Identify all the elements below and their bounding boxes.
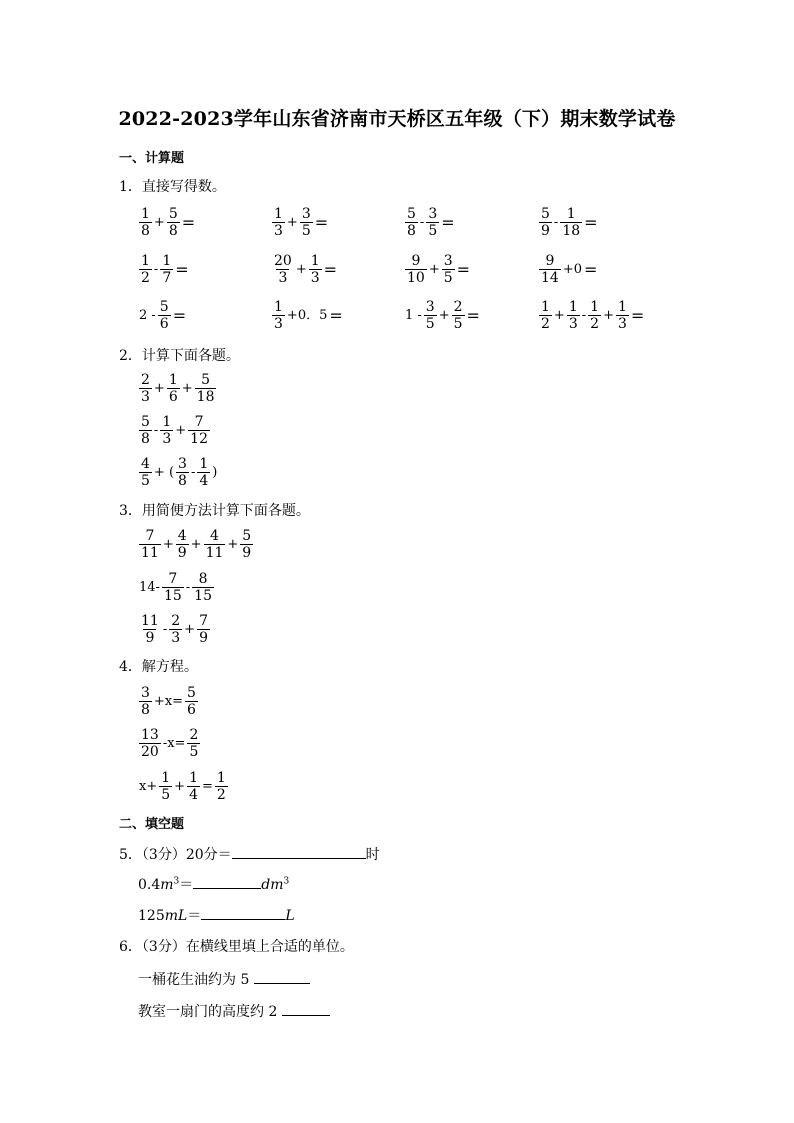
equals-sign: = xyxy=(329,305,343,325)
denominator: 3 xyxy=(617,316,627,332)
numerator: 4 xyxy=(141,456,150,472)
fraction xyxy=(139,372,152,405)
denominator: 15 xyxy=(163,588,182,604)
q2-item xyxy=(138,372,217,405)
denominator: 20 xyxy=(141,744,159,760)
denominator: 8 xyxy=(141,702,150,718)
numerator: 3 xyxy=(141,685,150,701)
operator: 14- xyxy=(139,579,160,595)
fraction xyxy=(160,414,173,447)
q4-prompt: 4．解方程。 xyxy=(119,659,198,675)
q4-item xyxy=(138,770,229,803)
q5-unit: L xyxy=(285,908,295,924)
numerator: 7 xyxy=(194,414,204,430)
operator: ) xyxy=(212,464,218,480)
numerator: 3 xyxy=(428,206,438,222)
q1-expr xyxy=(271,253,337,286)
q1-prompt: 1．直接写得数。 xyxy=(119,179,226,195)
denominator: 5 xyxy=(189,744,199,760)
operator: - xyxy=(185,579,191,595)
fraction xyxy=(424,299,437,332)
fraction xyxy=(539,253,561,286)
denominator: 9 xyxy=(199,630,208,646)
q1-expr xyxy=(538,206,598,239)
fraction xyxy=(185,685,198,718)
q4-item xyxy=(138,727,201,760)
denominator: 9 xyxy=(541,223,550,239)
fraction xyxy=(139,613,161,646)
q3-item xyxy=(138,613,211,646)
numerator: 5 xyxy=(159,299,169,315)
numerator: 1 xyxy=(162,253,172,269)
operator: 2 - xyxy=(139,307,156,323)
fraction xyxy=(426,206,439,239)
q2-item xyxy=(138,414,211,447)
fraction xyxy=(272,253,294,286)
denominator: 5 xyxy=(425,316,435,332)
operator: + xyxy=(603,307,614,323)
numerator: 7 xyxy=(168,571,178,587)
operator: - xyxy=(153,422,159,438)
fraction xyxy=(309,253,322,286)
operator: = xyxy=(201,778,213,794)
fraction xyxy=(160,253,173,286)
equals-sign: = xyxy=(181,212,196,232)
denominator: 4 xyxy=(199,473,209,489)
equals-sign: = xyxy=(441,212,455,232)
denominator: 8 xyxy=(168,223,178,239)
numerator: 5 xyxy=(168,206,178,222)
denominator: 3 xyxy=(274,316,283,332)
q5-line-3 xyxy=(138,905,295,925)
operator: + xyxy=(428,261,440,277)
denominator: 3 xyxy=(141,389,150,405)
operator: +0 xyxy=(562,261,582,277)
operator: + xyxy=(181,380,193,396)
q5-answer-blank-1[interactable] xyxy=(232,844,366,859)
numerator: 1 xyxy=(168,372,178,388)
q6-line-2-text: 教室一扇门的高度约 2 xyxy=(138,1004,278,1020)
numerator: 5 xyxy=(407,206,416,222)
fraction xyxy=(539,299,552,332)
operator: + xyxy=(153,214,165,230)
equals-sign: = xyxy=(584,259,598,279)
q5-unit-exp: 3 xyxy=(173,876,180,887)
numerator: 5 xyxy=(242,528,252,544)
section-1-heading: 一、计算题 xyxy=(119,151,185,166)
q1-expr xyxy=(138,253,189,286)
q5-prompt-pre: 5．（3分）20分＝ xyxy=(119,847,232,863)
denominator: 5 xyxy=(428,223,438,239)
q5-answer-blank-3[interactable] xyxy=(201,905,285,920)
denominator: 8 xyxy=(141,431,150,447)
denominator: 3 xyxy=(278,270,288,286)
operator: - xyxy=(153,261,159,277)
denominator: 9 xyxy=(177,545,187,561)
fraction xyxy=(197,613,210,646)
fraction xyxy=(192,571,214,604)
numerator: 7 xyxy=(199,613,208,629)
numerator: 1 xyxy=(161,770,171,786)
fraction xyxy=(560,206,582,239)
denominator: 15 xyxy=(194,588,212,604)
q2-prompt: 2．计算下面各题。 xyxy=(119,348,240,364)
numerator: 1 xyxy=(566,206,576,222)
operator: -x= xyxy=(162,735,186,751)
numerator: 1 xyxy=(541,299,550,315)
fraction xyxy=(442,253,455,286)
numerator: 7 xyxy=(145,528,155,544)
q1-expr xyxy=(138,299,186,332)
q3-item xyxy=(138,528,254,561)
equals-sign: = xyxy=(456,259,471,279)
operator: + ( xyxy=(153,464,175,480)
q5-line-2 xyxy=(138,874,289,894)
denominator: 3 xyxy=(310,270,320,286)
denominator: 3 xyxy=(162,431,172,447)
denominator: 5 xyxy=(161,787,171,803)
q1-expr xyxy=(404,253,470,286)
denominator: 3 xyxy=(171,630,181,646)
numerator: 11 xyxy=(141,613,159,629)
denominator: 6 xyxy=(168,389,178,405)
denominator: 9 xyxy=(242,545,252,561)
denominator: 9 xyxy=(145,630,155,646)
equals-sign: = xyxy=(314,212,329,232)
operator: - xyxy=(581,307,587,323)
numerator: 1 xyxy=(310,253,320,269)
equals-sign: = xyxy=(630,305,645,325)
denominator: 18 xyxy=(196,389,215,405)
equals-sign: = xyxy=(466,305,480,325)
fraction xyxy=(167,372,180,405)
numerator: 8 xyxy=(198,571,208,587)
numerator: 1 xyxy=(199,456,209,472)
fraction xyxy=(188,414,210,447)
numerator: 5 xyxy=(201,372,211,388)
numerator: 9 xyxy=(411,253,421,269)
fraction xyxy=(158,299,171,332)
numerator: 1 xyxy=(590,299,600,315)
denominator: 11 xyxy=(141,545,159,561)
operator: - xyxy=(553,214,559,230)
fraction xyxy=(176,528,189,561)
q6-line-1-text: 一桶花生油约为 5 xyxy=(138,972,250,988)
fraction xyxy=(272,206,285,239)
operator: 1 - xyxy=(405,307,422,323)
operator: - xyxy=(190,464,196,480)
q5-value: 125 xyxy=(138,908,165,924)
page-title: 2022-2023学年山东省济南市天桥区五年级（下）期末数学试卷 xyxy=(118,108,676,130)
denominator: 11 xyxy=(205,545,224,561)
equals-sign: = xyxy=(172,305,187,325)
fraction xyxy=(272,299,285,332)
numerator: 5 xyxy=(141,414,150,430)
numerator: 1 xyxy=(141,206,150,222)
denominator: 7 xyxy=(162,270,172,286)
q6-line-1 xyxy=(138,969,310,989)
fraction xyxy=(139,727,161,760)
fraction xyxy=(405,206,418,239)
q5-unit-exp: 3 xyxy=(283,876,290,887)
q5-equals: ＝ xyxy=(187,908,202,924)
q3-item xyxy=(138,571,215,604)
q5-equals: ＝ xyxy=(179,877,194,893)
denominator: 2 xyxy=(590,316,600,332)
operator: - xyxy=(419,214,425,230)
q5-unit: m xyxy=(160,877,174,893)
denominator: 5 xyxy=(453,316,463,332)
q6-prompt: 6．（3分）在横线里填上合适的单位。 xyxy=(119,939,354,955)
q5-value: 0.4 xyxy=(138,877,161,893)
q6-answer-blank-2[interactable] xyxy=(282,1001,330,1016)
numerator: 3 xyxy=(443,253,453,269)
numerator: 2 xyxy=(189,727,199,743)
denominator: 12 xyxy=(190,431,208,447)
q3-prompt: 3．用简便方法计算下面各题。 xyxy=(119,503,310,519)
numerator: 3 xyxy=(301,206,311,222)
q1-expr xyxy=(271,206,328,239)
numerator: 5 xyxy=(541,206,550,222)
equals-sign: = xyxy=(584,212,598,232)
numerator: 1 xyxy=(162,414,172,430)
operator: + xyxy=(175,422,187,438)
denominator: 2 xyxy=(541,316,550,332)
denominator: 8 xyxy=(178,473,187,489)
fraction xyxy=(169,613,182,646)
denominator: 3 xyxy=(274,223,283,239)
denominator: 2 xyxy=(141,270,150,286)
numerator: 2 xyxy=(141,372,150,388)
denominator: 3 xyxy=(568,316,578,332)
operator: + xyxy=(153,380,165,396)
q5-prompt xyxy=(119,844,380,864)
q5-unit: mL xyxy=(164,908,188,924)
denominator: 6 xyxy=(159,316,169,332)
numerator: 3 xyxy=(178,456,187,472)
q5-unit: dm xyxy=(261,877,284,893)
denominator: 8 xyxy=(407,223,416,239)
equals-sign: = xyxy=(323,259,338,279)
fraction xyxy=(139,414,152,447)
q6-line-2 xyxy=(138,1001,330,1021)
q1-expr xyxy=(404,299,480,332)
numerator: 13 xyxy=(141,727,159,743)
operator: + xyxy=(184,621,196,637)
fraction xyxy=(405,253,427,286)
q1-expr xyxy=(404,206,455,239)
denominator: 10 xyxy=(407,270,425,286)
denominator: 5 xyxy=(141,473,150,489)
equals-sign: = xyxy=(175,259,189,279)
q1-expr xyxy=(538,299,644,332)
fraction xyxy=(300,206,313,239)
numerator: 1 xyxy=(568,299,578,315)
fraction xyxy=(139,206,152,239)
denominator: 5 xyxy=(443,270,453,286)
fraction xyxy=(616,299,629,332)
fraction xyxy=(139,685,152,718)
q1-expr xyxy=(538,253,597,286)
operator: +0．5 xyxy=(286,307,328,323)
fraction xyxy=(139,456,152,489)
numerator: 1 xyxy=(274,206,283,222)
numerator: 1 xyxy=(141,253,150,269)
denominator: 14 xyxy=(541,270,559,286)
operator: + xyxy=(295,261,307,277)
fraction xyxy=(197,456,210,489)
operator: + xyxy=(286,214,298,230)
operator: - xyxy=(162,621,168,637)
numerator: 1 xyxy=(617,299,627,315)
operator: + xyxy=(190,536,202,552)
fraction xyxy=(187,727,200,760)
fraction xyxy=(215,770,228,803)
fraction xyxy=(240,528,253,561)
section-2-heading: 二、填空题 xyxy=(119,817,185,832)
fraction xyxy=(588,299,601,332)
numerator: 4 xyxy=(177,528,187,544)
q2-item xyxy=(138,456,218,489)
denominator: 2 xyxy=(216,787,226,803)
q1-expr xyxy=(271,299,343,332)
numerator: 20 xyxy=(274,253,292,269)
q5-answer-blank-2[interactable] xyxy=(193,874,261,889)
fraction xyxy=(159,770,172,803)
denominator: 6 xyxy=(187,702,196,718)
q6-answer-blank-1[interactable] xyxy=(254,969,310,984)
operator: +x= xyxy=(153,693,184,709)
operator: x+ xyxy=(139,778,158,794)
numerator: 3 xyxy=(425,299,435,315)
q4-item xyxy=(138,685,199,718)
fraction xyxy=(139,528,161,561)
numerator: 1 xyxy=(216,770,226,786)
fraction xyxy=(539,206,552,239)
numerator: 1 xyxy=(274,299,283,315)
operator: + xyxy=(227,536,239,552)
operator: + xyxy=(162,536,174,552)
numerator: 5 xyxy=(187,685,196,701)
fraction xyxy=(167,206,180,239)
fraction xyxy=(176,456,189,489)
numerator: 4 xyxy=(210,528,219,544)
fraction xyxy=(567,299,580,332)
denominator: 18 xyxy=(562,223,581,239)
numerator: 9 xyxy=(545,253,555,269)
denominator: 8 xyxy=(141,223,150,239)
denominator: 5 xyxy=(301,223,311,239)
numerator: 1 xyxy=(189,770,198,786)
fraction xyxy=(187,770,200,803)
fraction xyxy=(139,253,152,286)
fraction xyxy=(162,571,184,604)
denominator: 4 xyxy=(189,787,198,803)
operator: + xyxy=(174,778,186,794)
fraction xyxy=(452,299,465,332)
q5-prompt-post: 时 xyxy=(365,847,380,863)
numerator: 2 xyxy=(453,299,463,315)
operator: + xyxy=(553,307,565,323)
fraction xyxy=(195,372,217,405)
numerator: 2 xyxy=(171,613,181,629)
operator: + xyxy=(438,307,450,323)
q1-expr xyxy=(138,206,195,239)
fraction xyxy=(204,528,226,561)
